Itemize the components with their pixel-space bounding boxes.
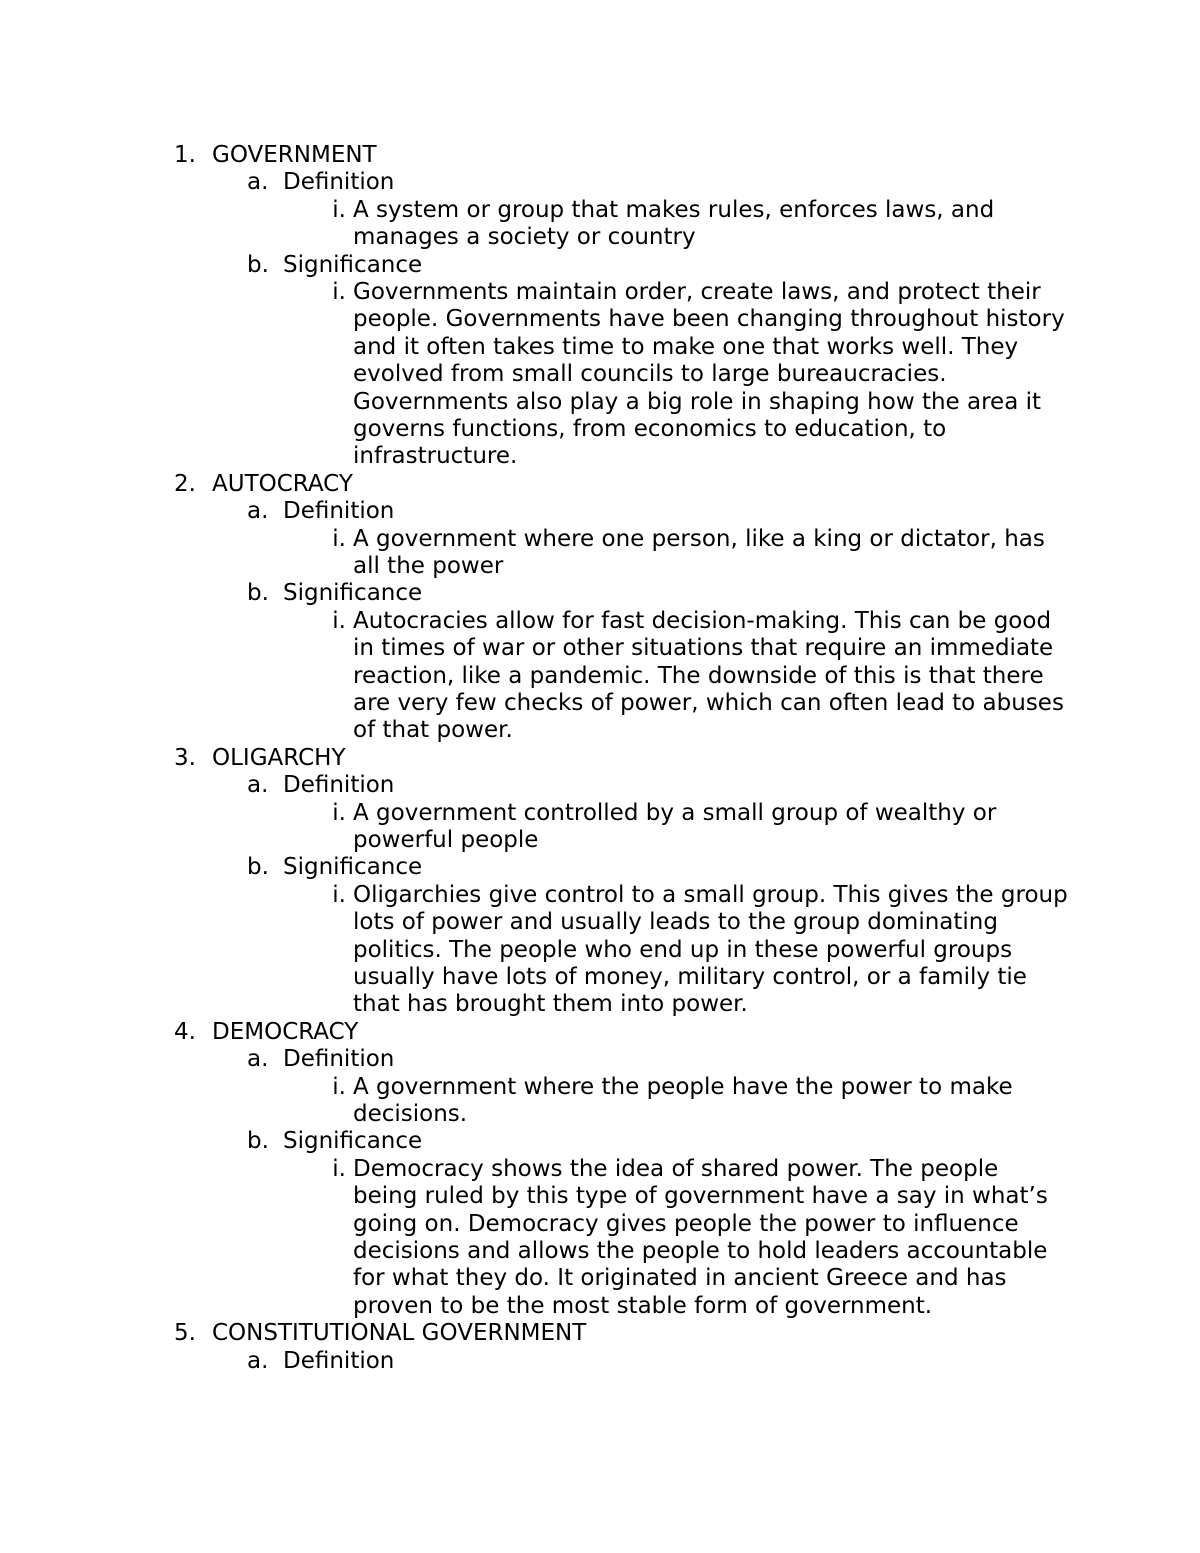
- section-title: CONSTITUTIONAL GOVERNMENT: [212, 1320, 587, 1347]
- definition-text: A system or group that makes rules, enforces laws, and manages a society or country: [353, 196, 995, 251]
- significance-heading: [0, 1128, 1200, 1155]
- item-marker: i.: [332, 525, 346, 552]
- subsection-marker: b.: [247, 580, 269, 607]
- section-title: GOVERNMENT: [212, 142, 377, 168]
- subsection-marker: b.: [247, 1128, 269, 1155]
- item-marker: i.: [332, 278, 346, 305]
- section-number: 4.: [174, 1018, 196, 1045]
- item-marker: i.: [332, 607, 346, 634]
- significance-heading: [0, 580, 1200, 607]
- definition-item: [0, 197, 1200, 252]
- definition-label: Definition: [283, 498, 395, 525]
- definition-heading: [0, 169, 1200, 196]
- section-number: 1.: [174, 142, 196, 168]
- section-heading: [0, 471, 1200, 498]
- document-page: [0, 142, 1200, 1375]
- section-heading: [0, 1320, 1200, 1347]
- section-title: OLIGARCHY: [212, 744, 346, 771]
- section-heading: [0, 1019, 1200, 1046]
- definition-text: A government controlled by a small group of wealthy or powerful people: [353, 799, 997, 854]
- item-marker: i.: [332, 1073, 346, 1100]
- significance-text: Autocracies allow for fast decision-making. This can be good in times of war or other situations that require an immediate reaction, like a pandemic. The downside of this is that there are very few checks of power, which can often lead to abuses of that power.: [353, 607, 1064, 744]
- definition-heading: [0, 1046, 1200, 1073]
- item-marker: i.: [332, 881, 346, 908]
- section-number: 5.: [174, 1320, 196, 1347]
- definition-heading: [0, 498, 1200, 525]
- definition-item: [0, 800, 1200, 855]
- subsection-marker: a.: [247, 772, 269, 799]
- item-marker: i.: [332, 799, 346, 826]
- item-marker: i.: [332, 196, 346, 223]
- item-marker: i.: [332, 1155, 346, 1182]
- significance-text: Oligarchies give control to a small group. This gives the group lots of power and usually leads to the group dominating politics. The people who end up in these powerful groups usually have lots of money, military control, or a family tie that has brought them into power.: [353, 881, 1068, 1018]
- definition-text: A government where one person, like a king or dictator, has all the power: [353, 525, 1045, 580]
- definition-item: [0, 1074, 1200, 1129]
- significance-item: [0, 279, 1200, 471]
- definition-text: A government where the people have the power to make decisions.: [353, 1073, 1013, 1128]
- section-number: 2.: [174, 470, 196, 497]
- section-title: DEMOCRACY: [212, 1018, 359, 1045]
- definition-heading: [0, 772, 1200, 799]
- significance-item: [0, 608, 1200, 745]
- significance-item: [0, 1156, 1200, 1320]
- subsection-marker: a.: [247, 1347, 269, 1374]
- subsection-marker: a.: [247, 169, 269, 196]
- section-title: AUTOCRACY: [212, 470, 353, 497]
- subsection-marker: a.: [247, 1046, 269, 1073]
- significance-heading: [0, 252, 1200, 279]
- significance-label: Significance: [283, 1128, 423, 1155]
- significance-label: Significance: [283, 854, 423, 881]
- section-heading: [0, 745, 1200, 772]
- significance-label: Significance: [283, 580, 423, 607]
- significance-text: Democracy shows the idea of shared power. The people being ruled by this type of government have a say in what’s going on. Democracy gives people the power to influence decisions and allows the people to hold leaders accountable for what they do. It originated in ancient Greece and has proven to be the most stable form of government.: [353, 1155, 1048, 1319]
- subsection-marker: b.: [247, 251, 269, 278]
- definition-heading: [0, 1348, 1200, 1375]
- definition-label: Definition: [283, 1347, 395, 1374]
- significance-item: [0, 882, 1200, 1019]
- definition-label: Definition: [283, 1046, 395, 1073]
- significance-heading: [0, 854, 1200, 881]
- significance-text: Governments maintain order, create laws, and protect their people. Governments have been changing throughout history and it often takes time to make one that works well. They evolved from small councils to large bureaucracies. Governments also play a big role in shaping how the area it governs functions, from economics to education, to infrastructure.: [353, 278, 1065, 470]
- subsection-marker: b.: [247, 854, 269, 881]
- section-heading: [0, 142, 1200, 169]
- definition-label: Definition: [283, 169, 395, 196]
- definition-label: Definition: [283, 772, 395, 799]
- section-number: 3.: [174, 744, 196, 771]
- definition-item: [0, 526, 1200, 581]
- subsection-marker: a.: [247, 498, 269, 525]
- significance-label: Significance: [283, 251, 423, 278]
